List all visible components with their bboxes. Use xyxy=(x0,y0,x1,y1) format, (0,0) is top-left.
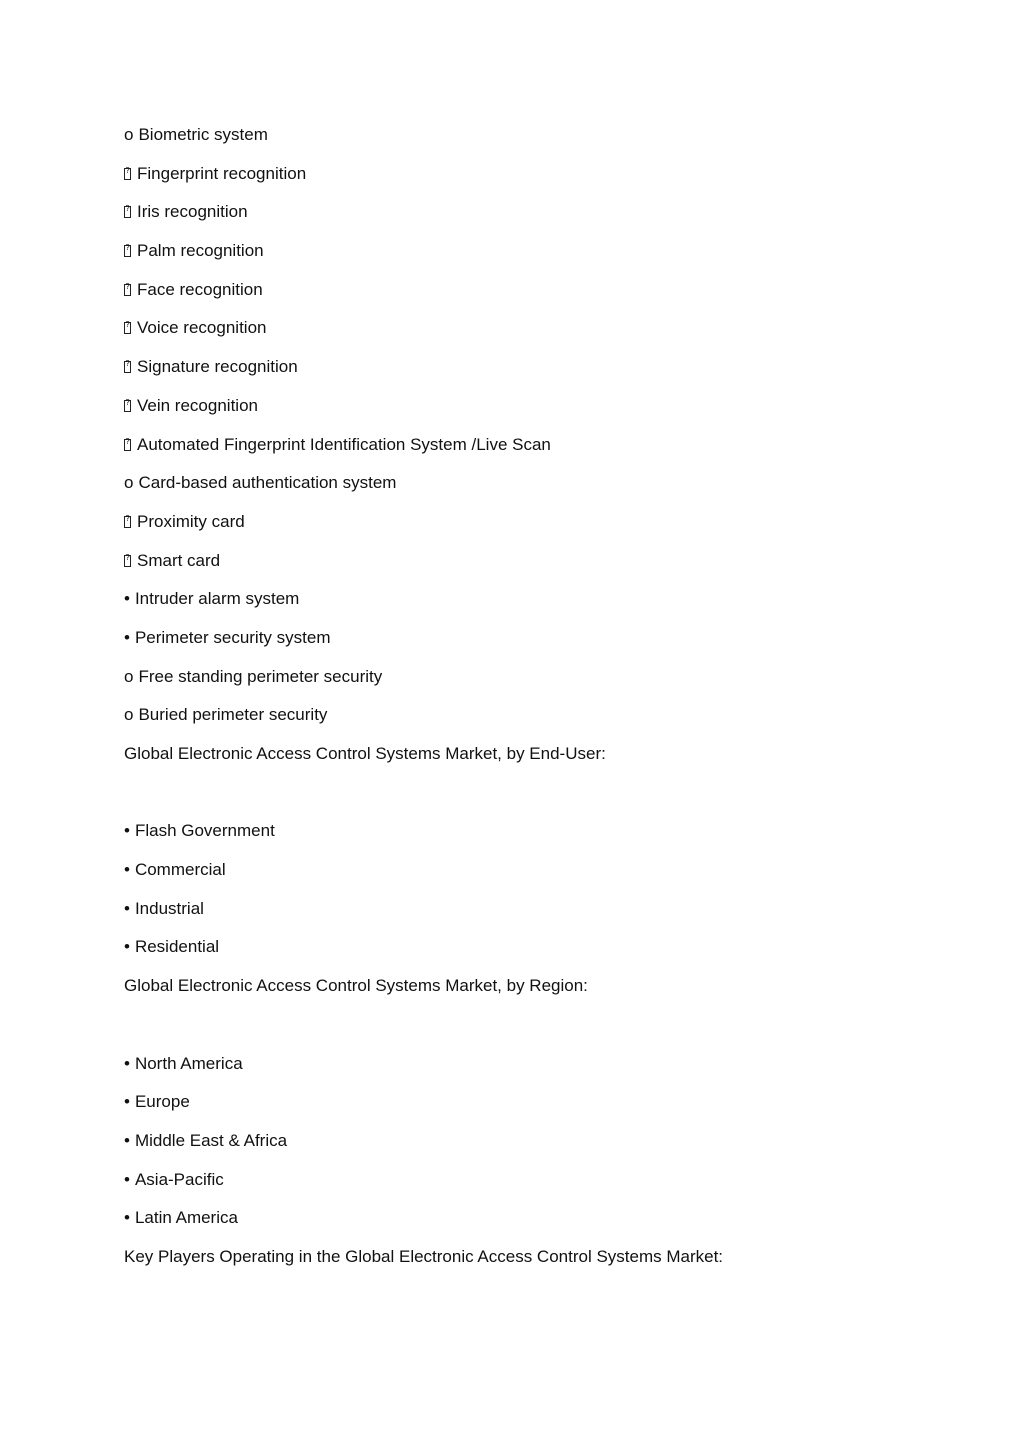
line-text: Fingerprint recognition xyxy=(137,163,307,183)
list-item xyxy=(124,1089,984,1128)
bullet-icon: • xyxy=(124,1208,130,1228)
missing-glyph-icon xyxy=(124,168,131,180)
missing-glyph-icon xyxy=(124,516,131,528)
list-item xyxy=(124,702,984,741)
bullet-icon: • xyxy=(124,627,130,647)
line-text: Automated Fingerprint Identification System /Live Scan xyxy=(137,434,551,454)
circle-bullet-icon: o xyxy=(124,473,134,493)
list-item xyxy=(124,857,984,896)
list-item xyxy=(124,586,984,625)
line-text: Face recognition xyxy=(137,279,263,299)
line-text: Residential xyxy=(134,937,220,957)
missing-glyph-icon xyxy=(124,361,131,373)
line-text: Palm recognition xyxy=(137,241,264,261)
line-text: Key Players Operating in the Global Electronic Access Control Systems Market: xyxy=(124,1246,724,1266)
line-text: Global Electronic Access Control Systems Market, by Region: xyxy=(124,976,588,996)
line-text: Biometric system xyxy=(138,125,268,144)
line-text: Intruder alarm system xyxy=(134,589,300,609)
line-text: Buried perimeter security xyxy=(138,705,328,725)
bullet-icon: • xyxy=(124,1053,130,1073)
document-page xyxy=(124,122,984,1283)
bullet-icon: • xyxy=(124,589,130,609)
line-text: North America xyxy=(134,1053,243,1073)
missing-glyph-icon xyxy=(124,322,131,334)
list-item xyxy=(124,432,984,471)
line-text: Voice recognition xyxy=(137,318,267,338)
blank-line xyxy=(124,780,984,819)
line-text: Industrial xyxy=(134,898,204,918)
line-text: Latin America xyxy=(134,1208,238,1228)
blank-line xyxy=(124,1012,984,1051)
list-item xyxy=(124,277,984,316)
section-heading xyxy=(124,973,984,1012)
list-item xyxy=(124,625,984,664)
line-text: Commercial xyxy=(134,860,226,880)
line-text: Vein recognition xyxy=(137,395,258,415)
bullet-icon: • xyxy=(124,1130,130,1150)
bullet-icon: • xyxy=(124,937,130,957)
line-text: Smart card xyxy=(137,550,221,570)
missing-glyph-icon xyxy=(124,555,131,567)
bullet-icon: • xyxy=(124,860,130,880)
list-item xyxy=(124,122,984,161)
section-heading xyxy=(124,741,984,780)
line-text: Asia-Pacific xyxy=(134,1169,224,1189)
list-item xyxy=(124,238,984,277)
bullet-icon: • xyxy=(124,898,130,918)
line-text: Card-based authentication system xyxy=(138,473,397,493)
list-item xyxy=(124,315,984,354)
line-text: Proximity card xyxy=(137,511,245,531)
bullet-icon: • xyxy=(124,821,130,841)
line-text: Global Electronic Access Control Systems Market, by End-User: xyxy=(124,744,606,763)
line-text: Middle East & Africa xyxy=(134,1130,288,1150)
line-text: Iris recognition xyxy=(137,202,248,222)
missing-glyph-icon xyxy=(124,284,131,296)
list-item xyxy=(124,548,984,587)
bullet-icon: • xyxy=(124,1092,130,1112)
missing-glyph-icon xyxy=(124,439,131,451)
list-item xyxy=(124,354,984,393)
list-item xyxy=(124,1205,984,1244)
list-item xyxy=(124,664,984,703)
missing-glyph-icon xyxy=(124,206,131,218)
list-item xyxy=(124,393,984,432)
list-item xyxy=(124,1128,984,1167)
list-item xyxy=(124,199,984,238)
list-item xyxy=(124,896,984,935)
bullet-icon: • xyxy=(124,1169,130,1189)
line-text: Perimeter security system xyxy=(134,627,331,647)
list-item xyxy=(124,161,984,200)
circle-bullet-icon: o xyxy=(124,666,134,686)
line-text: Free standing perimeter security xyxy=(138,666,383,686)
missing-glyph-icon xyxy=(124,245,131,257)
line-text: Signature recognition xyxy=(137,357,298,377)
list-item xyxy=(124,470,984,509)
line-text: Europe xyxy=(134,1092,190,1112)
circle-bullet-icon: o xyxy=(124,705,134,725)
list-item xyxy=(124,1167,984,1206)
section-heading xyxy=(124,1244,984,1283)
list-item xyxy=(124,818,984,857)
list-item xyxy=(124,934,984,973)
line-text: Flash Government xyxy=(134,821,275,841)
list-item xyxy=(124,1051,984,1090)
circle-bullet-icon: o xyxy=(124,125,134,144)
list-item xyxy=(124,509,984,548)
missing-glyph-icon xyxy=(124,400,131,412)
